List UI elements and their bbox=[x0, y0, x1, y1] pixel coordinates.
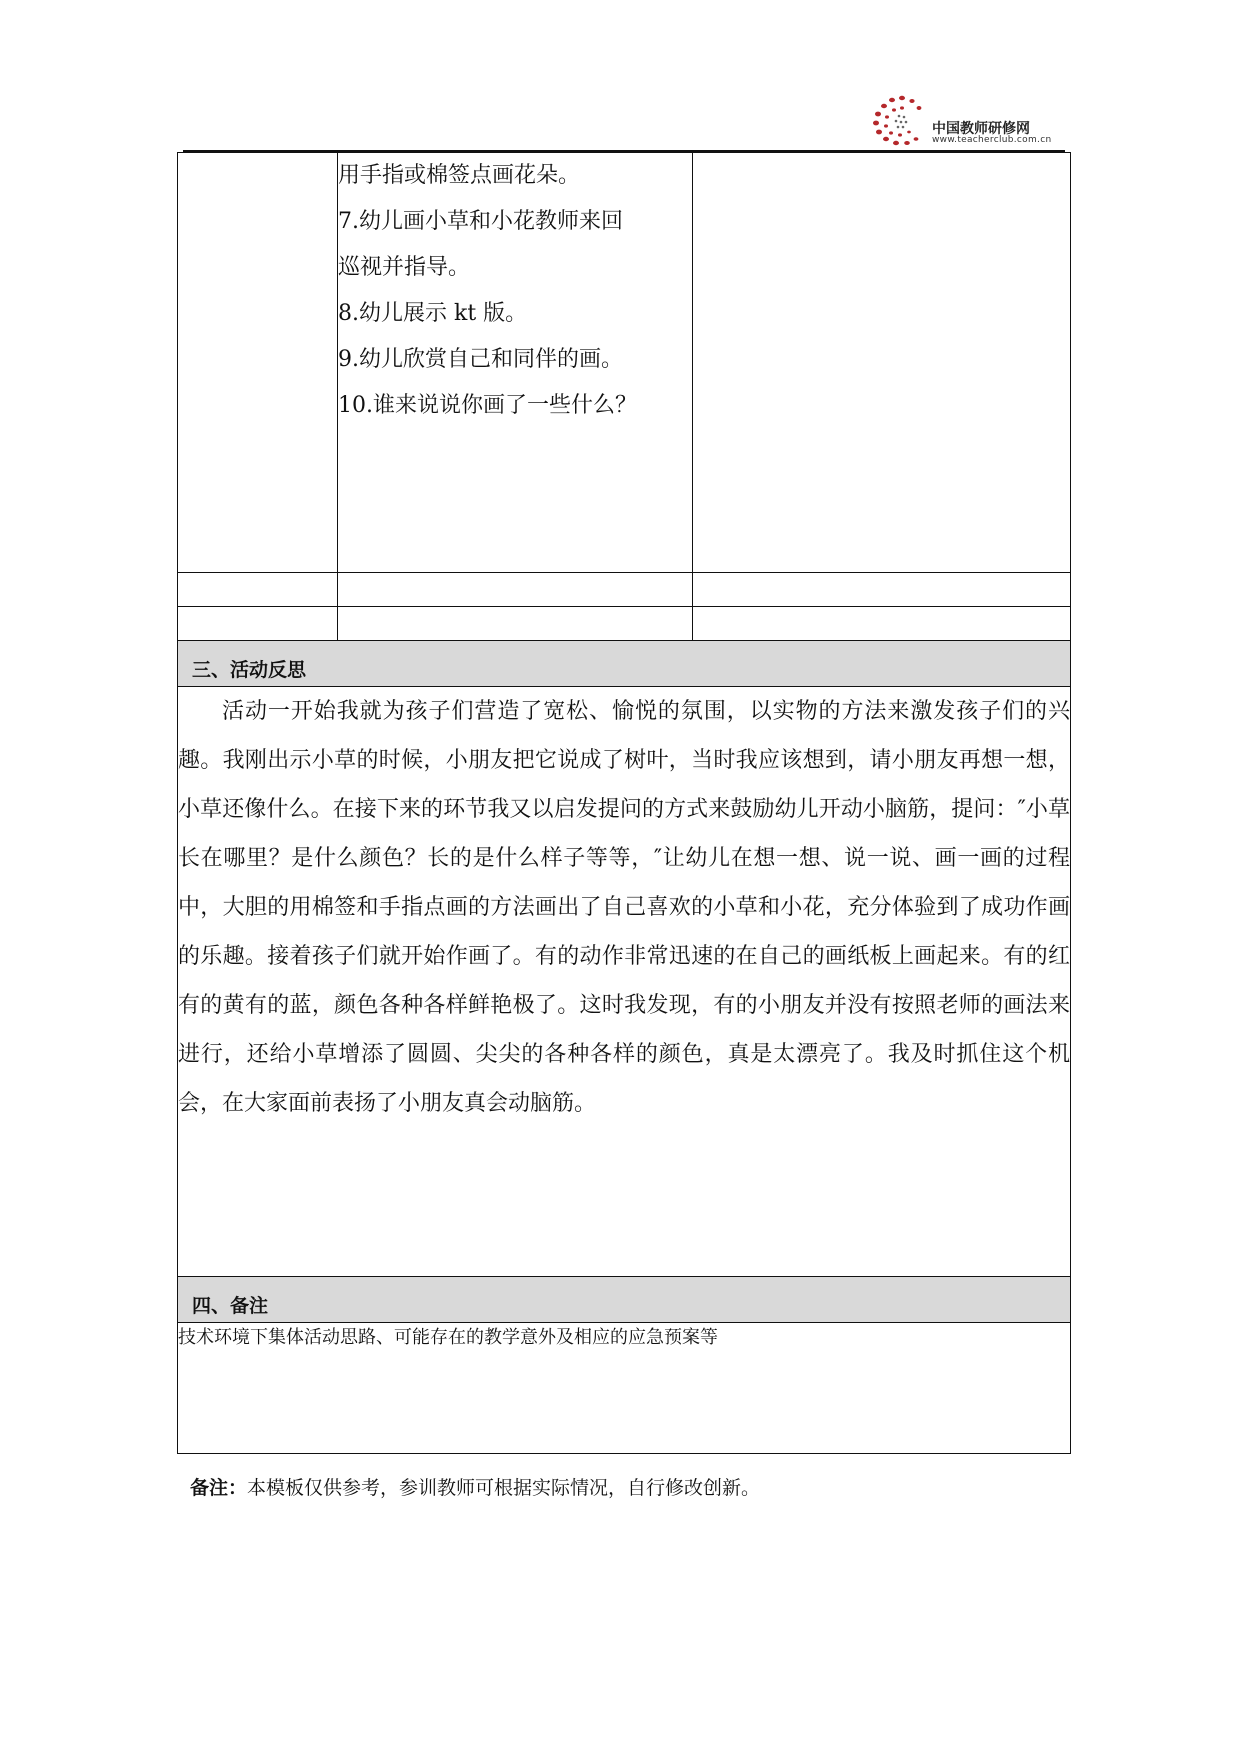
step-line: 9.幼儿欣赏自己和同伴的画。 bbox=[338, 347, 623, 372]
step-line: 8.幼儿展示 kt 版。 bbox=[338, 301, 528, 326]
notes-row bbox=[178, 1323, 1071, 1454]
logo-flower-icon bbox=[870, 92, 932, 148]
steps-cell bbox=[338, 153, 693, 573]
section-title: 四、备注 bbox=[178, 1277, 1071, 1323]
step-line: 用手指或棉签点画花朵。 bbox=[338, 163, 581, 188]
empty-row bbox=[178, 607, 1071, 641]
logo-title: 中国教师研修网 bbox=[932, 121, 1030, 137]
footer-text: 本模板仅供参考，参训教师可根据实际情况，自行修改创新。 bbox=[247, 1477, 761, 1499]
steps-label-cell bbox=[178, 153, 338, 573]
notes-cell bbox=[178, 1323, 1071, 1454]
design-intent-cell bbox=[693, 153, 1071, 573]
logo-url: www.teacherclub.com.cn bbox=[932, 135, 1052, 145]
step-line: 巡视并指导。 bbox=[338, 255, 471, 280]
lesson-table bbox=[177, 152, 1071, 1454]
reflection-cell bbox=[178, 687, 1071, 1277]
reflection-header bbox=[178, 641, 1071, 687]
notes-text: 技术环境下集体活动思路、可能存在的教学意外及相应的应急预案等 bbox=[178, 1327, 718, 1348]
steps-row bbox=[178, 153, 1071, 573]
footer-note bbox=[190, 1473, 760, 1500]
step-line: 7.幼儿画小草和小花教师来回 bbox=[338, 209, 623, 234]
empty-row bbox=[178, 573, 1071, 607]
section-title: 三、活动反思 bbox=[178, 641, 1071, 687]
notes-header bbox=[178, 1277, 1071, 1323]
site-logo bbox=[870, 92, 1070, 148]
reflection-row bbox=[178, 687, 1071, 1277]
step-line: 10.谁来说说你画了一些什么？ bbox=[338, 393, 637, 418]
reflection-text: 活动一开始我就为孩子们营造了宽松、愉悦的氛围，以实物的方法来激发孩子们的兴趣。我刚出示小草的时候，小朋友把它说成了树叶，当时我应该想到，请小朋友再想一想，小草还像什么。在接下来的环节我又以启发提问的方式来鼓励幼儿开动小脑筋，提问：″小草长在哪里？是什么颜色？长的是什么样子等等，″让幼儿在想一想、说一说、画一画的过程中，大胆的用棉签和手指点画的方法画出了自己喜欢的小草和小花，充分体验到了成功作画的乐趣。接着孩子们就开始作画了。有的动作非常迅速的在自己的画纸板上画起来。有的红有的黄有的蓝，颜色各种各样鲜艳极了。这时我发现，有的小朋友并没有按照老师的画法来进行，还给小草增添了圆圆、尖尖的各种各样的颜色，真是太漂亮了。我及时抓住这个机会，在大家面前表扬了小朋友真会动脑筋。 bbox=[178, 699, 1070, 1116]
footer-label: 备注： bbox=[190, 1477, 248, 1499]
